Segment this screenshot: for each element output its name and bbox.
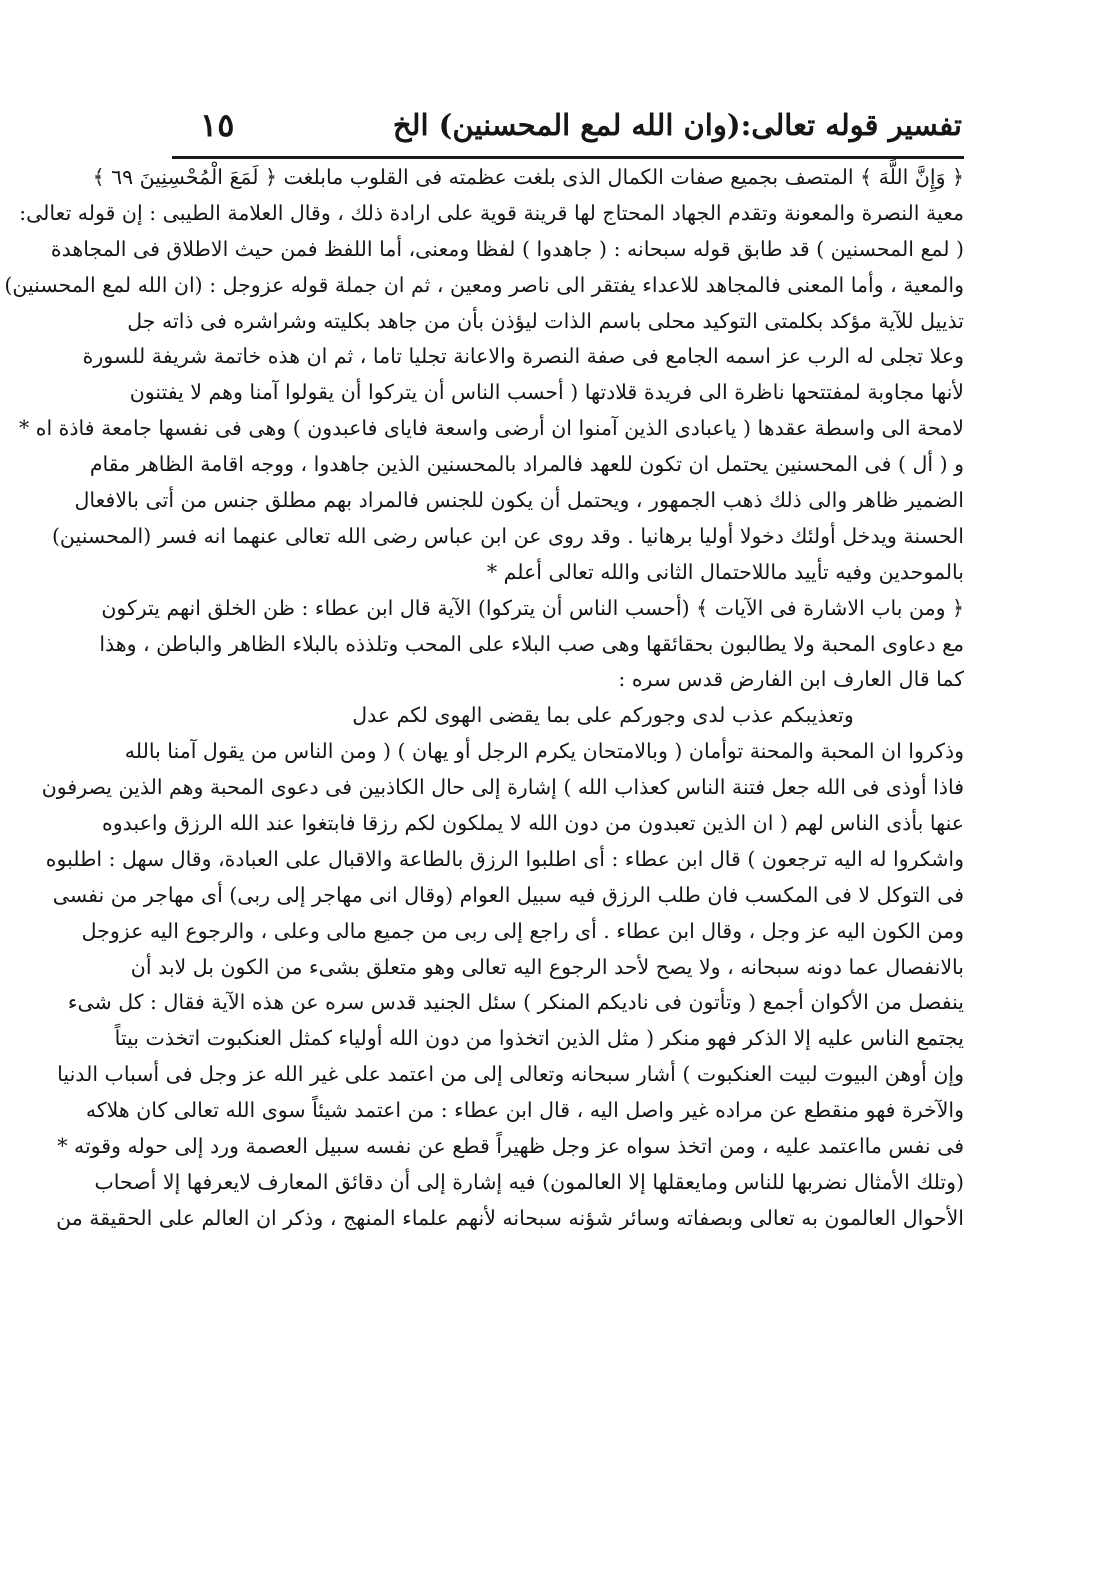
text-line: فى التوكل لا فى المكسب فان طلب الرزق فيه سبيل العوام (وقال انى مهاجر إلى ربى) أى مهاجر من نفسى	[52, 882, 964, 907]
text-line: (وتلك الأمثال نضربها للناس ومايعقلها إلا العالمون) فيه إشارة إلى أن دقائق المعارف لايعرفها إلا أصحاب	[94, 1169, 964, 1194]
text-line: عنها بأذى الناس لهم ( ان الذين تعبدون من دون الله لا يملكون لكم رزقا فابتغوا عند الله الرزق واعبدوه	[102, 811, 964, 836]
text-line: كما قال العارف ابن الفارض قدس سره :	[618, 667, 964, 692]
text-line: معية النصرة والمعونة وتقدم الجهاد المحتاج لها قرينة قوية على ارادة ذلك ، وقال العلامة الطيبى : إن قوله تعالى:	[19, 200, 964, 225]
text-line: واشكروا له اليه ترجعون ) قال ابن عطاء : أى اطلبوا الرزق بالطاعة والاقبال على العبادة، وقال سهل : اطلبوه	[45, 846, 964, 871]
text-line: بالانفصال عما دونه سبحانه ، ولا يصح لأحد الرجوع اليه تعالى وهو متعلق بشىء من الكون بل لابد أن	[130, 954, 964, 979]
text-line: ﴿ وَإِنَّ اللَّهَ ﴾ المتصف بجميع صفات الكمال الذى بلغت عظمته فى القلوب مابلغت ﴿ لَمَعَ الْمُحْسِنِينَ ٦٩ ﴾	[92, 165, 964, 189]
text-line: تذييل للآية مؤكد بكلمتى التوكيد محلى باسم الذات ليؤذن بأن من جاهد بكليته وشراشره فى ذاته جل	[127, 308, 964, 333]
text-line: وإن أوهن البيوت لبيت العنكبوت ) أشار سبحانه وتعالى إلى من اعتمد على غير الله عز وجل فى أسباب الدنيا	[57, 1062, 964, 1087]
page-header	[172, 104, 962, 156]
text-line: وعلا تجلى له الرب عز اسمه الجامع فى صفة النصرة والاعانة تجليا تاما ، ثم ان هذه خاتمة شريفة للسورة	[82, 344, 964, 369]
text-line: والآخرة فهو منقطع عن مراده غير واصل اليه ، قال ابن عطاء : من اعتمد شيئاً سوى الله تعالى كان هلاكه	[85, 1098, 964, 1123]
text-line: ﴿ ومن باب الاشارة فى الآيات ﴾ (أحسب الناس أن يتركوا) الآية قال ابن عطاء : ظن الخلق انهم يتركون	[101, 595, 964, 620]
text-line: ومن الكون اليه عز وجل ، وقال ابن عطاء . أى راجع إلى ربى من جميع مالى وعلى ، والرجوع اليه عزوجل	[81, 918, 964, 943]
text-line: الحسنة ويدخل أولئك دخولا أوليا برهانيا . وقد روى عن ابن عباس رضى الله تعالى عنهما انه فسر (المحسنين)	[51, 523, 964, 548]
running-title: تفسير قوله تعالى:(وان الله لمع المحسنين) الخ	[392, 108, 962, 142]
text-line: يجتمع الناس عليه إلا الذكر فهو منكر ( مثل الذين اتخذوا من دون الله أولياء كمثل العنكبوت اتخذت بيتاً	[114, 1026, 964, 1051]
text-line: فاذا أوذى فى الله جعل فتنة الناس كعذاب الله ) إشارة إلى حال الكاذبين فى دعوى المحبة وهم الذين يصرفون	[41, 775, 964, 800]
text-line: الضمير ظاهر والى ذلك ذهب الجمهور ، ويحتمل أن يكون للجنس فالمراد بهم مطلق جنس من أتى بالافعال	[74, 488, 964, 513]
text-line: الأحوال العالمون به تعالى وبصفاته وسائر شؤنه سبحانه لأنهم علماء المنهج ، وذكر ان العالم على الحقيقة من	[56, 1205, 964, 1230]
text-line: فى نفس مااعتمد عليه ، ومن اتخذ سواه عز وجل ظهيراً قطع عن نفسه سبيل العصمة ورد إلى حوله وقوته *	[57, 1134, 964, 1159]
poem-verse: وتعذيبكم عذب لدى وجوركم على بما يقضى الهوى لكم عدل	[352, 703, 854, 728]
text-line: والمعية ، وأما المعنى فالمجاهد للاعداء يفتقر الى ناصر ومعين ، ثم ان جملة قوله عزوجل : (ان الله لمع المحسنين)	[4, 272, 964, 297]
text-line: لامحة الى واسطة عقدها ( ياعبادى الذين آمنوا ان أرضى واسعة فاياى فاعبدون ) وهى فى نفسها جامعة فاذة اه *	[18, 416, 964, 441]
text-line: ( لمع المحسنين ) قد طابق قوله سبحانه : ( جاهدوا ) لفظا ومعنى، أما اللفظ فمن حيث الاطلاق فى المجاهدة	[50, 236, 964, 261]
text-line: و ( أل ) فى المحسنين يحتمل ان تكون للعهد فالمراد بالمحسنين الذين جاهدوا ، ووجه اقامة الظاهر مقام	[89, 452, 964, 477]
text-line: ينفصل من الأكوان أجمع ( وتأتون فى ناديكم المنكر ) سئل الجنيد قدس سره عن هذه الآية فقال : كل شىء	[67, 990, 964, 1015]
body-text	[4, 160, 964, 1510]
text-line: بالموحدين وفيه تأييد ماللاحتمال الثانى والله تعالى أعلم *	[486, 559, 964, 584]
text-line: وذكروا ان المحبة والمحنة توأمان ( وبالامتحان يكرم الرجل أو يهان ) ( ومن الناس من يقول آمنا بالله	[124, 739, 964, 764]
text-line: مع دعاوى المحبة ولا يطالبون بحقائقها وهى صب البلاء على المحب وتلذذه بالبلاء الظاهر والباطن ، وهذا	[99, 631, 964, 656]
page-number: ١٥	[200, 106, 235, 144]
header-rule	[172, 156, 964, 159]
text-line: لأنها مجاوبة لمفتتحها ناظرة الى فريدة قلادتها ( أحسب الناس أن يتركوا أن يقولوا آمنا وهم لا يفتنون	[129, 380, 964, 405]
